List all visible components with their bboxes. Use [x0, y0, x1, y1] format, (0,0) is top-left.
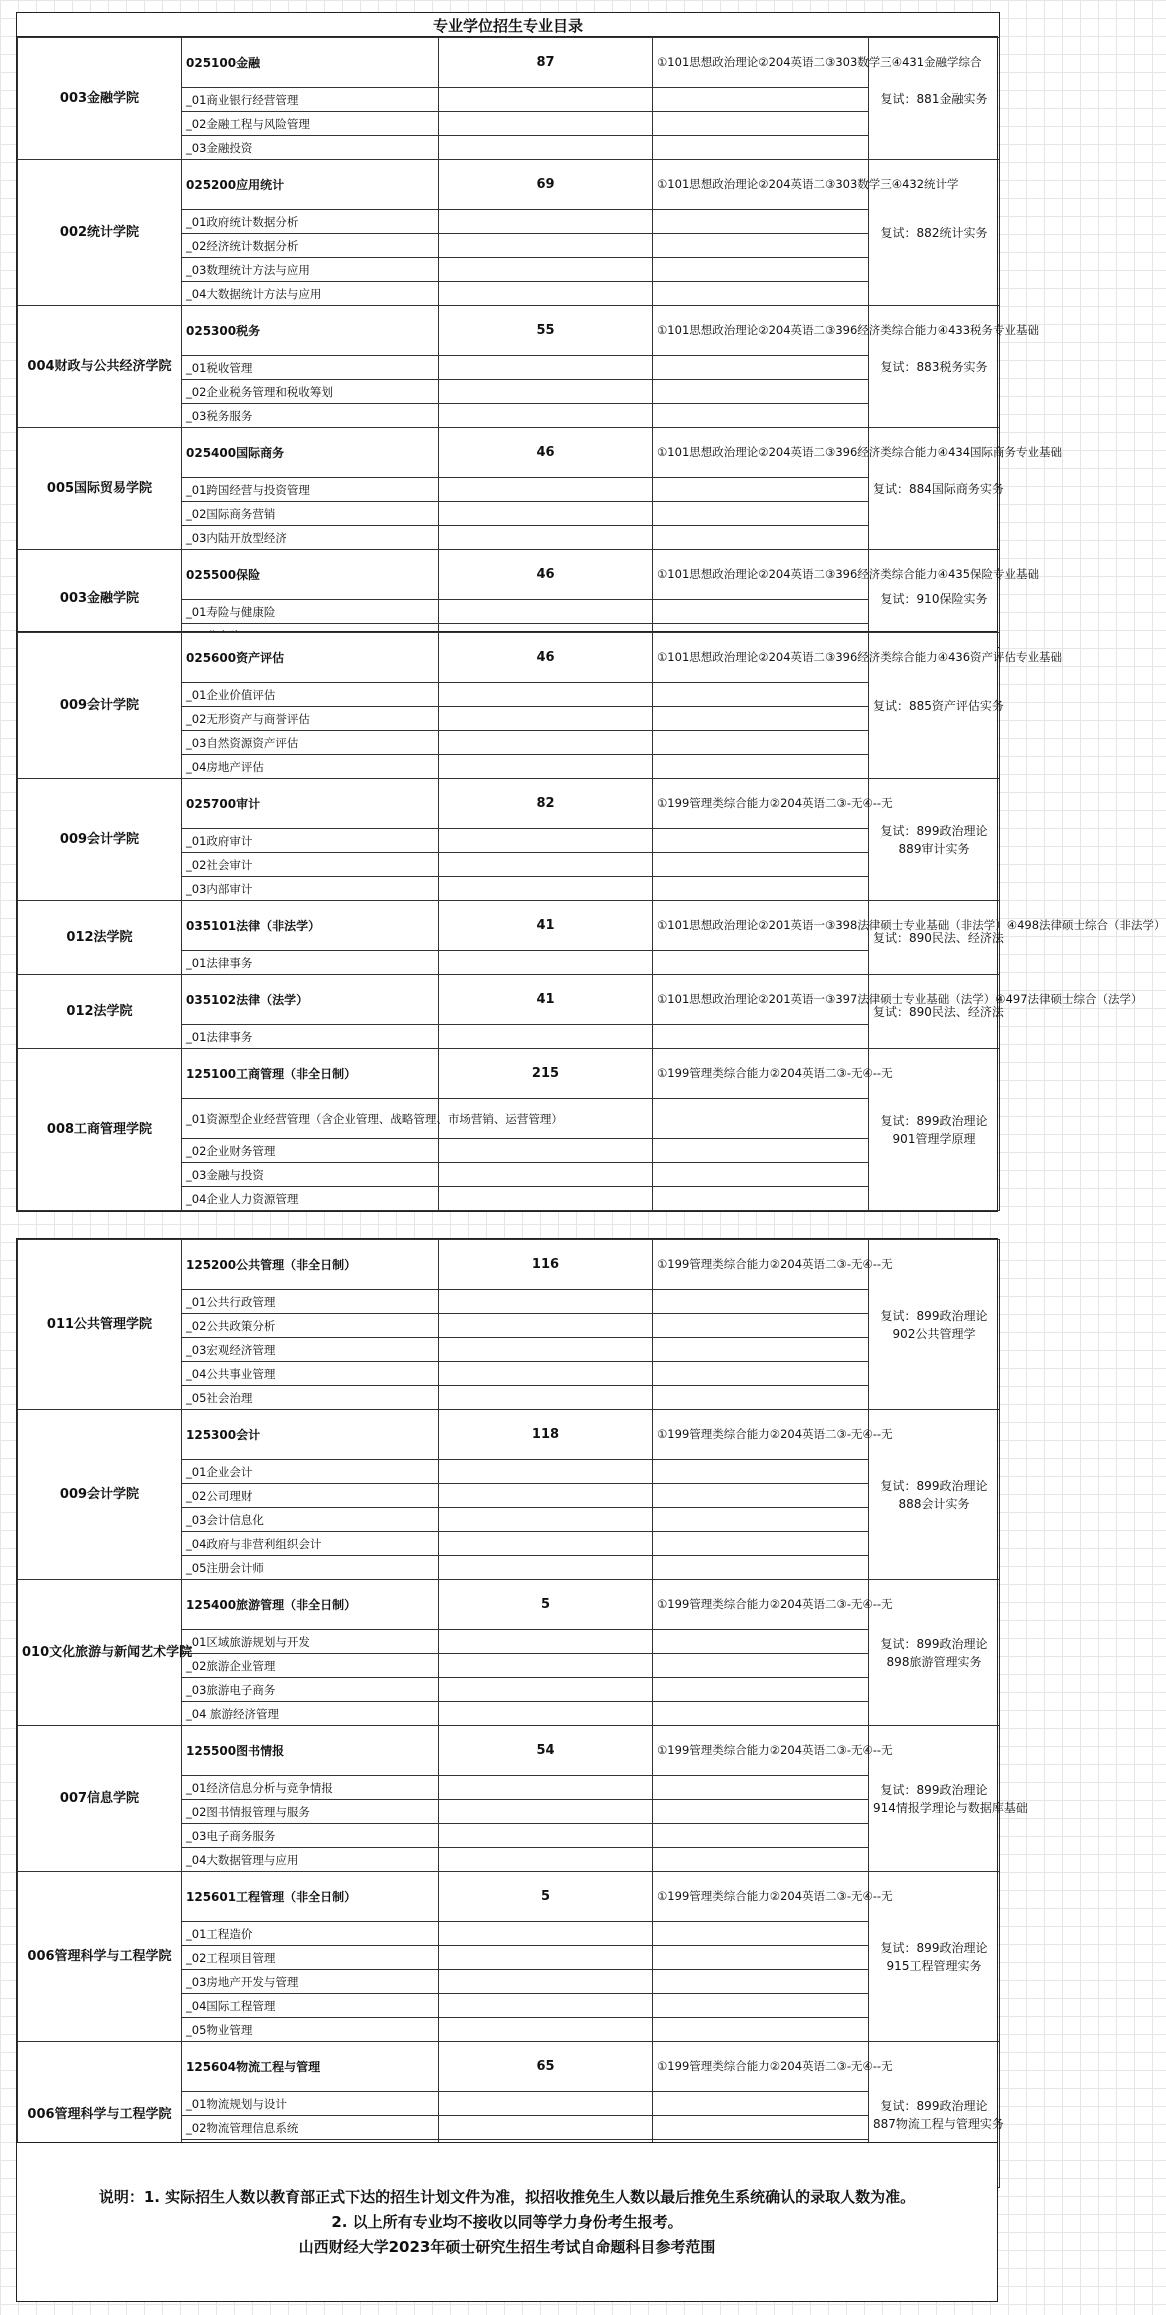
empty-cell	[653, 2018, 869, 2042]
catalog-section-1	[16, 36, 1063, 649]
empty-cell	[439, 258, 653, 282]
research-direction: _02旅游企业管理	[182, 1654, 439, 1678]
program-row	[18, 779, 1000, 829]
enrollment-quota: 87	[439, 38, 653, 88]
research-direction: _03税务服务	[182, 404, 439, 428]
research-direction: _02无形资产与商誉评估	[182, 707, 439, 731]
empty-cell	[653, 1824, 869, 1848]
empty-cell	[439, 88, 653, 112]
empty-cell	[653, 1556, 869, 1580]
empty-cell	[439, 404, 653, 428]
enrollment-quota: 41	[439, 975, 653, 1025]
research-direction: _01跨国经营与投资管理	[182, 478, 439, 502]
research-direction: _04房地产评估	[182, 755, 439, 779]
enrollment-quota: 69	[439, 160, 653, 210]
retest-line: 901管理学原理	[892, 1131, 976, 1146]
empty-cell	[653, 1290, 869, 1314]
empty-cell	[653, 1800, 869, 1824]
program-row	[18, 160, 1000, 210]
notes-panel	[16, 2142, 998, 2302]
enrollment-quota: 46	[439, 428, 653, 478]
empty-cell	[653, 2116, 869, 2140]
program-table	[17, 1239, 1028, 2188]
research-direction: _02公司理财	[182, 1484, 439, 1508]
research-direction: _01政府审计	[182, 829, 439, 853]
empty-cell	[439, 1848, 653, 1872]
enrollment-quota: 215	[439, 1049, 653, 1099]
empty-cell	[439, 1338, 653, 1362]
college-name: 003金融学院	[18, 38, 182, 160]
college-name: 005国际贸易学院	[18, 428, 182, 550]
retest-line: 复试：899政治理论	[880, 1636, 988, 1651]
empty-cell	[439, 210, 653, 234]
empty-cell	[439, 234, 653, 258]
exam-subjects: ①101思想政治理论②204英语二③303数学三④431金融学综合	[653, 38, 869, 88]
college-name: 008工商管理学院	[18, 1049, 182, 1211]
exam-subjects: ①101思想政治理论②204英语二③303数学三④432统计学	[653, 160, 869, 210]
empty-cell	[439, 707, 653, 731]
empty-cell	[439, 1776, 653, 1800]
program-row	[18, 306, 1000, 356]
empty-cell	[653, 502, 869, 526]
college-name: 012法学院	[18, 975, 182, 1049]
empty-cell	[439, 380, 653, 404]
empty-cell	[439, 1163, 653, 1187]
program-code: 125300会计	[182, 1410, 439, 1460]
program-code: 025700审计	[182, 779, 439, 829]
empty-cell	[439, 1824, 653, 1848]
research-direction: _03房地产开发与管理	[182, 1970, 439, 1994]
empty-cell	[653, 1314, 869, 1338]
empty-cell	[653, 1386, 869, 1410]
empty-cell	[439, 1922, 653, 1946]
empty-cell	[439, 356, 653, 380]
retest-line: 复试：882统计实务	[880, 225, 988, 240]
exam-subjects: ①199管理类综合能力②204英语二③-无④--无	[653, 2042, 869, 2092]
empty-cell	[653, 731, 869, 755]
research-direction: _01区域旅游规划与开发	[182, 1630, 439, 1654]
research-direction: _02图书情报管理与服务	[182, 1800, 439, 1824]
research-direction: _02社会审计	[182, 853, 439, 877]
retest-line: 复试：881金融实务	[880, 91, 988, 106]
retest-line: 复试：890民法、经济法	[873, 930, 1004, 945]
program-row	[18, 1580, 1000, 1630]
research-direction: _01法律事务	[182, 951, 439, 975]
research-direction: _02工程项目管理	[182, 1946, 439, 1970]
empty-cell	[439, 112, 653, 136]
research-direction: _03自然资源资产评估	[182, 731, 439, 755]
exam-subjects: ①199管理类综合能力②204英语二③-无④--无	[653, 1580, 869, 1630]
empty-cell	[439, 502, 653, 526]
note-line-1: 说明：1. 实际招生人数以教育部正式下达的招生计划文件为准，拟招收推免生人数以最后推免生系统确认的录取人数为准。	[98, 2187, 916, 2206]
research-direction: _01经济信息分析与竞争情报	[182, 1776, 439, 1800]
research-direction: _04政府与非营利组织会计	[182, 1532, 439, 1556]
empty-cell	[653, 1532, 869, 1556]
research-direction: _02企业税务管理和税收筹划	[182, 380, 439, 404]
retest-line: 复试：883税务实务	[880, 359, 988, 374]
exam-subjects: ①101思想政治理论②204英语二③396经济类综合能力④435保险专业基础	[653, 550, 869, 600]
enrollment-quota: 65	[439, 2042, 653, 2092]
empty-cell	[439, 829, 653, 853]
empty-cell	[653, 1776, 869, 1800]
empty-cell	[653, 210, 869, 234]
empty-cell	[653, 1025, 869, 1049]
enrollment-quota: 118	[439, 1410, 653, 1460]
research-direction: _04企业人力资源管理	[182, 1187, 439, 1211]
exam-subjects: ①199管理类综合能力②204英语二③-无④--无	[653, 1726, 869, 1776]
exam-subjects: ①199管理类综合能力②204英语二③-无④--无	[653, 779, 869, 829]
research-direction: _02国际商务营销	[182, 502, 439, 526]
empty-cell	[439, 755, 653, 779]
retest-line: 复试：899政治理论	[880, 2098, 988, 2113]
retest-line: 888会计实务	[898, 1496, 970, 1511]
retest-line: 914情报学理论与数据库基础	[873, 1800, 1028, 1815]
retest-line: 889审计实务	[898, 841, 970, 856]
empty-cell	[653, 600, 869, 624]
college-name: 009会计学院	[18, 1410, 182, 1580]
empty-cell	[439, 136, 653, 160]
research-direction: _01企业价值评估	[182, 683, 439, 707]
research-direction: _01工程造价	[182, 1922, 439, 1946]
research-direction: _01公共行政管理	[182, 1290, 439, 1314]
program-table	[17, 632, 1166, 1211]
empty-cell	[439, 1970, 653, 1994]
program-table	[17, 37, 1063, 648]
retest-line: 复试：885资产评估实务	[873, 698, 1004, 713]
research-direction: _03数理统计方法与应用	[182, 258, 439, 282]
research-direction: _04国际工程管理	[182, 1994, 439, 2018]
empty-cell	[653, 1460, 869, 1484]
research-direction: _01商业银行经营管理	[182, 88, 439, 112]
empty-cell	[439, 282, 653, 306]
research-direction: _01税收管理	[182, 356, 439, 380]
program-row	[18, 1049, 1000, 1099]
empty-cell	[653, 853, 869, 877]
retest-line: 复试：884国际商务实务	[873, 481, 1004, 496]
research-direction: _03会计信息化	[182, 1508, 439, 1532]
empty-cell	[653, 1362, 869, 1386]
empty-cell	[653, 380, 869, 404]
research-direction: _02物流管理信息系统	[182, 2116, 439, 2140]
program-row	[18, 633, 1000, 683]
empty-cell	[439, 1508, 653, 1532]
enrollment-quota: 41	[439, 901, 653, 951]
retest-line: 915工程管理实务	[886, 1958, 982, 1973]
research-direction: _05注册会计师	[182, 1556, 439, 1580]
research-direction: _05社会治理	[182, 1386, 439, 1410]
retest-line: 复试：890民法、经济法	[873, 1004, 1004, 1019]
exam-subjects: ①199管理类综合能力②204英语二③-无④--无	[653, 1410, 869, 1460]
empty-cell	[653, 282, 869, 306]
college-name: 004财政与公共经济学院	[18, 306, 182, 428]
empty-cell	[439, 600, 653, 624]
empty-cell	[653, 707, 869, 731]
research-direction: _03内陆开放型经济	[182, 526, 439, 550]
program-row	[18, 901, 1000, 951]
empty-cell	[653, 1702, 869, 1726]
empty-cell	[439, 2018, 653, 2042]
enrollment-quota: 5	[439, 1580, 653, 1630]
retest-line: 复试：899政治理论	[880, 1782, 988, 1797]
empty-cell	[653, 526, 869, 550]
empty-cell	[653, 1630, 869, 1654]
empty-cell	[653, 829, 869, 853]
program-code: 025500保险	[182, 550, 439, 600]
empty-cell	[439, 2092, 653, 2116]
empty-cell	[653, 112, 869, 136]
empty-cell	[439, 951, 653, 975]
research-direction: _01物流规划与设计	[182, 2092, 439, 2116]
empty-cell	[439, 1678, 653, 1702]
retest-line: 902公共管理学	[892, 1326, 976, 1341]
empty-cell	[653, 1946, 869, 1970]
college-name: 012法学院	[18, 901, 182, 975]
empty-cell	[653, 234, 869, 258]
exam-subjects: ①101思想政治理论②204英语二③396经济类综合能力④433税务专业基础	[653, 306, 869, 356]
research-direction: _03电子商务服务	[182, 1824, 439, 1848]
empty-cell	[439, 1362, 653, 1386]
program-code: 025600资产评估	[182, 633, 439, 683]
catalog-section-3	[16, 1238, 1028, 2189]
college-name: 009会计学院	[18, 633, 182, 779]
empty-cell	[439, 1460, 653, 1484]
research-direction: _04公共事业管理	[182, 1362, 439, 1386]
exam-subjects: ①199管理类综合能力②204英语二③-无④--无	[653, 1049, 869, 1099]
college-name: 010文化旅游与新闻艺术学院	[18, 1580, 182, 1726]
research-direction: _02经济统计数据分析	[182, 234, 439, 258]
research-direction: _01政府统计数据分析	[182, 210, 439, 234]
empty-cell	[439, 1290, 653, 1314]
empty-cell	[439, 1314, 653, 1338]
research-direction: _03内部审计	[182, 877, 439, 901]
exam-subjects: ①101思想政治理论②201英语一③397法律硕士专业基础（法学）④497法律硕士综合（法学）	[653, 975, 869, 1025]
program-code: 025400国际商务	[182, 428, 439, 478]
empty-cell	[439, 1630, 653, 1654]
empty-cell	[439, 1532, 653, 1556]
empty-cell	[653, 1970, 869, 1994]
program-row	[18, 38, 1000, 88]
program-code: 025100金融	[182, 38, 439, 88]
empty-cell	[439, 1800, 653, 1824]
enrollment-quota: 54	[439, 1726, 653, 1776]
page-title: 专业学位招生专业目录	[16, 12, 1000, 38]
empty-cell	[439, 1025, 653, 1049]
program-row	[18, 1410, 1000, 1460]
college-name: 003金融学院	[18, 550, 182, 648]
college-name: 002统计学院	[18, 160, 182, 306]
enrollment-quota: 46	[439, 633, 653, 683]
empty-cell	[653, 356, 869, 380]
empty-cell	[653, 478, 869, 502]
retest-line: 898旅游管理实务	[886, 1654, 982, 1669]
enrollment-quota: 55	[439, 306, 653, 356]
college-name: 007信息学院	[18, 1726, 182, 1872]
research-direction: _04大数据统计方法与应用	[182, 282, 439, 306]
empty-cell	[653, 88, 869, 112]
empty-cell	[653, 1484, 869, 1508]
college-name: 006管理科学与工程学院	[18, 2042, 182, 2188]
research-direction: _01资源型企业经营管理（含企业管理、战略管理、市场营销、运营管理）	[182, 1099, 439, 1139]
research-direction: _04 旅游经济管理	[182, 1702, 439, 1726]
college-name: 006管理科学与工程学院	[18, 1872, 182, 2042]
empty-cell	[439, 1994, 653, 2018]
empty-cell	[439, 1654, 653, 1678]
program-row	[18, 550, 1000, 600]
empty-cell	[439, 1702, 653, 1726]
retest-subjects	[869, 901, 1004, 975]
exam-subjects: ①199管理类综合能力②204英语二③-无④--无	[653, 1872, 869, 1922]
exam-subjects: ①101思想政治理论②204英语二③396经济类综合能力④434国际商务专业基础	[653, 428, 869, 478]
program-row	[18, 428, 1000, 478]
program-code: 125601工程管理（非全日制）	[182, 1872, 439, 1922]
exam-subjects: ①199管理类综合能力②204英语二③-无④--无	[653, 1240, 869, 1290]
empty-cell	[653, 258, 869, 282]
program-code: 125200公共管理（非全日制）	[182, 1240, 439, 1290]
empty-cell	[439, 526, 653, 550]
empty-cell	[653, 951, 869, 975]
empty-cell	[653, 877, 869, 901]
college-name: 011公共管理学院	[18, 1240, 182, 1410]
empty-cell	[439, 1946, 653, 1970]
empty-cell	[439, 478, 653, 502]
research-direction: _03金融投资	[182, 136, 439, 160]
program-row	[18, 2042, 1000, 2092]
research-direction: _03宏观经济管理	[182, 1338, 439, 1362]
research-direction: _03金融与投资	[182, 1163, 439, 1187]
empty-cell	[653, 1848, 869, 1872]
empty-cell	[439, 1187, 653, 1211]
retest-line: 复试：899政治理论	[880, 1478, 988, 1493]
research-direction: _04大数据管理与应用	[182, 1848, 439, 1872]
research-direction: _02企业财务管理	[182, 1139, 439, 1163]
empty-cell	[653, 755, 869, 779]
empty-cell	[653, 1678, 869, 1702]
empty-cell	[439, 853, 653, 877]
exam-subjects: ①101思想政治理论②204英语二③396经济类综合能力④436资产评估专业基础	[653, 633, 869, 683]
research-direction: _05物业管理	[182, 2018, 439, 2042]
program-code: 125100工商管理（非全日制）	[182, 1049, 439, 1099]
retest-line: 复试：899政治理论	[880, 823, 988, 838]
empty-cell	[439, 683, 653, 707]
retest-line: 复试：899政治理论	[880, 1113, 988, 1128]
catalog-section-2	[16, 631, 1166, 1212]
research-direction: _01寿险与健康险	[182, 600, 439, 624]
empty-cell	[653, 1922, 869, 1946]
enrollment-quota: 5	[439, 1872, 653, 1922]
empty-cell	[653, 1139, 869, 1163]
program-row	[18, 1872, 1000, 1922]
empty-cell	[439, 1484, 653, 1508]
research-direction: _01企业会计	[182, 1460, 439, 1484]
research-direction: _02金融工程与风险管理	[182, 112, 439, 136]
program-code: 035101法律（非法学）	[182, 901, 439, 951]
research-direction: _03旅游电子商务	[182, 1678, 439, 1702]
program-code: 025300税务	[182, 306, 439, 356]
retest-line: 复试：910保险实务	[880, 591, 988, 606]
retest-line: 复试：899政治理论	[880, 1940, 988, 1955]
enrollment-quota: 46	[439, 550, 653, 600]
empty-cell	[439, 1139, 653, 1163]
retest-line: 887物流工程与管理实务	[873, 2116, 1004, 2131]
exam-subjects: ①101思想政治理论②201英语一③398法律硕士专业基础（非法学）④498法律硕士综合（非法学）	[653, 901, 869, 951]
program-code: 125604物流工程与管理	[182, 2042, 439, 2092]
program-code: 125400旅游管理（非全日制）	[182, 1580, 439, 1630]
enrollment-quota: 82	[439, 779, 653, 829]
note-line-3: 山西财经大学2023年硕士研究生招生考试自命题科目参考范围	[298, 2237, 716, 2256]
empty-cell	[653, 1187, 869, 1211]
empty-cell	[439, 731, 653, 755]
empty-cell	[439, 2116, 653, 2140]
empty-cell	[653, 2092, 869, 2116]
retest-subjects	[869, 975, 1004, 1049]
empty-cell	[653, 404, 869, 428]
program-code: 125500图书情报	[182, 1726, 439, 1776]
program-row	[18, 1726, 1000, 1776]
retest-line: 复试：899政治理论	[880, 1308, 988, 1323]
program-code: 025200应用统计	[182, 160, 439, 210]
empty-cell	[653, 1338, 869, 1362]
empty-cell	[653, 1508, 869, 1532]
enrollment-quota: 116	[439, 1240, 653, 1290]
empty-cell	[653, 1654, 869, 1678]
empty-cell	[439, 1556, 653, 1580]
program-row	[18, 1240, 1000, 1290]
empty-cell	[439, 877, 653, 901]
empty-cell	[653, 683, 869, 707]
program-code: 035102法律（法学）	[182, 975, 439, 1025]
empty-cell	[653, 136, 869, 160]
empty-cell	[653, 1099, 869, 1139]
college-name: 009会计学院	[18, 779, 182, 901]
program-row	[18, 975, 1000, 1025]
note-line-2: 2. 以上所有专业均不接收以同等学力身份考生报考。	[331, 2212, 683, 2231]
research-direction: _02公共政策分析	[182, 1314, 439, 1338]
empty-cell	[653, 1994, 869, 2018]
empty-cell	[439, 1386, 653, 1410]
research-direction: _01法律事务	[182, 1025, 439, 1049]
empty-cell	[653, 1163, 869, 1187]
